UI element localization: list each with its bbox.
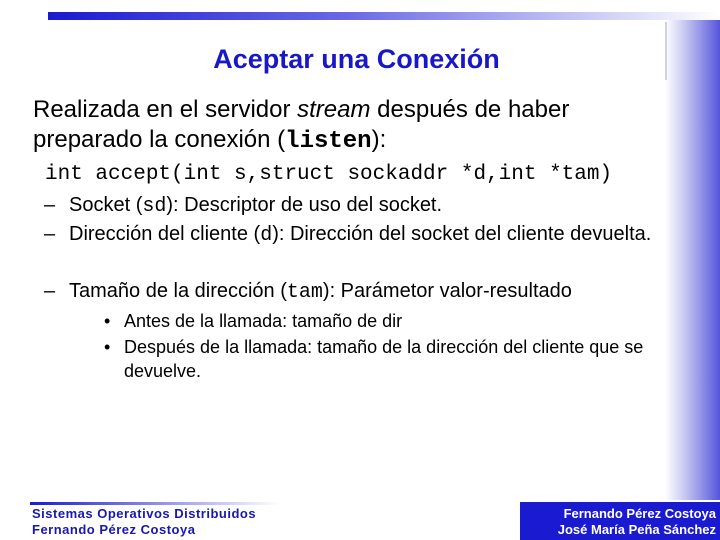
accept-signature: int accept(int s,struct sockaddr *d,int *tam)	[45, 163, 613, 186]
dash-marker: –	[44, 223, 56, 245]
top-gradient-bar	[48, 12, 720, 20]
right-gradient-bar	[665, 20, 720, 500]
footer-course-name: Sistemas Operativos Distribuidos	[32, 506, 257, 521]
intro-text-1: Realizada en el servidor	[33, 96, 298, 123]
title-box	[48, 20, 665, 78]
footer-left-bar	[30, 502, 280, 505]
footer-author-1: Fernando Pérez Costoya	[563, 506, 716, 521]
item-code: sd	[142, 195, 167, 218]
item-code: d	[260, 224, 273, 247]
intro-emphasis: stream	[297, 96, 371, 123]
item-text: ): Parámetor valor-resultado	[322, 280, 572, 302]
item-text: Tamaño de la dirección (	[69, 280, 287, 302]
item-code: tam	[286, 281, 323, 304]
item-text: Socket (	[69, 194, 143, 216]
subitem-after-call	[104, 335, 694, 383]
intro-code-listen: listen	[285, 128, 372, 155]
intro-text-3: ):	[371, 126, 387, 153]
subitem-text: Antes de la llamada: tamaño de dir	[124, 311, 403, 331]
dash-marker: –	[44, 194, 56, 216]
subitem-text: Después de la llamada: tamaño de la dirección del cliente que se devuelve.	[124, 337, 644, 381]
list-item-client-address	[44, 221, 674, 249]
footer-author: Fernando Pérez Costoya	[32, 522, 196, 537]
dash-marker: –	[44, 280, 56, 302]
list-item-socket	[44, 192, 674, 220]
list-item-address-size	[44, 278, 674, 306]
item-text: ): Descriptor de uso del socket.	[166, 194, 443, 216]
item-text: Dirección del cliente (	[69, 223, 261, 245]
footer-authors	[520, 506, 716, 538]
footer-author-2: José María Peña Sánchez	[557, 522, 716, 537]
intro-paragraph	[33, 95, 663, 157]
intro-text-2: después de haber preparado la conexión (	[33, 96, 570, 153]
slide-title: Aceptar una Conexión	[213, 44, 500, 74]
bullet-marker: •	[104, 337, 111, 357]
subitem-before-call	[104, 309, 694, 333]
bullet-marker: •	[104, 311, 111, 331]
footer-course	[32, 506, 256, 538]
item-text: ): Dirección del socket del cliente devuelta.	[272, 223, 652, 245]
